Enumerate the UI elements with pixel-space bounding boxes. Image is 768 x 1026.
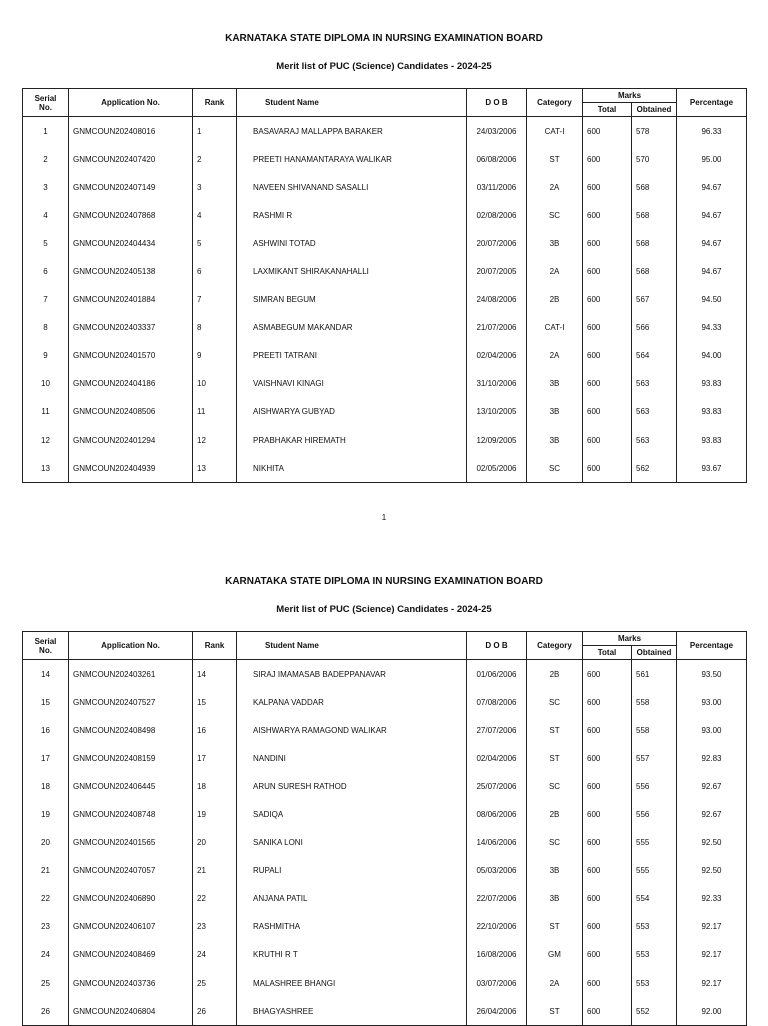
header-serial-no: Serial No. [23, 632, 69, 660]
cell-serial: 16 [23, 716, 69, 744]
cell-dob: 20/07/2005 [467, 257, 527, 285]
table-row [23, 314, 747, 342]
cell-application: GNMCOUN202406890 [69, 885, 193, 913]
cell-rank: 6 [193, 257, 237, 285]
table-row [23, 716, 747, 744]
table-row [23, 370, 747, 398]
cell-rank: 22 [193, 885, 237, 913]
cell-percentage: 92.17 [677, 969, 747, 997]
cell-rank: 16 [193, 716, 237, 744]
cell-percentage: 92.50 [677, 829, 747, 857]
cell-serial: 8 [23, 314, 69, 342]
cell-dob: 21/07/2006 [467, 314, 527, 342]
header-dob: D O B [467, 89, 527, 117]
cell-rank: 12 [193, 426, 237, 454]
cell-dob: 22/10/2006 [467, 913, 527, 941]
cell-serial: 18 [23, 772, 69, 800]
cell-application: GNMCOUN202407057 [69, 857, 193, 885]
cell-obtained: 563 [632, 398, 677, 426]
cell-name: BHAGYASHREE [237, 997, 467, 1026]
cell-name: MALASHREE BHANGI [237, 969, 467, 997]
cell-serial: 6 [23, 257, 69, 285]
cell-obtained: 555 [632, 829, 677, 857]
cell-percentage: 92.17 [677, 941, 747, 969]
cell-application: GNMCOUN202404434 [69, 229, 193, 257]
cell-serial: 19 [23, 800, 69, 828]
cell-category: 2B [527, 286, 583, 314]
cell-total: 600 [583, 660, 632, 689]
cell-obtained: 556 [632, 772, 677, 800]
cell-total: 600 [583, 969, 632, 997]
cell-obtained: 567 [632, 286, 677, 314]
cell-total: 600 [583, 941, 632, 969]
cell-serial: 3 [23, 173, 69, 201]
cell-percentage: 92.67 [677, 772, 747, 800]
cell-percentage: 92.50 [677, 857, 747, 885]
cell-name: ASHWINI TOTAD [237, 229, 467, 257]
cell-name: SADIQA [237, 800, 467, 828]
cell-percentage: 94.67 [677, 173, 747, 201]
cell-serial: 21 [23, 857, 69, 885]
cell-obtained: 555 [632, 857, 677, 885]
cell-obtained: 553 [632, 941, 677, 969]
table-header [23, 632, 747, 660]
cell-percentage: 92.17 [677, 913, 747, 941]
cell-application: GNMCOUN202408498 [69, 716, 193, 744]
cell-dob: 01/06/2006 [467, 660, 527, 689]
cell-rank: 20 [193, 829, 237, 857]
cell-application: GNMCOUN202407149 [69, 173, 193, 201]
cell-dob: 25/07/2006 [467, 772, 527, 800]
table-row [23, 772, 747, 800]
cell-rank: 5 [193, 229, 237, 257]
cell-dob: 24/08/2006 [467, 286, 527, 314]
cell-obtained: 564 [632, 342, 677, 370]
cell-category: ST [527, 744, 583, 772]
cell-total: 600 [583, 173, 632, 201]
table-row [23, 257, 747, 285]
table-row [23, 885, 747, 913]
cell-serial: 26 [23, 997, 69, 1026]
cell-name: ANJANA PATIL [237, 885, 467, 913]
cell-total: 600 [583, 398, 632, 426]
cell-rank: 8 [193, 314, 237, 342]
cell-application: GNMCOUN202407527 [69, 688, 193, 716]
cell-application: GNMCOUN202406804 [69, 997, 193, 1026]
cell-application: GNMCOUN202401570 [69, 342, 193, 370]
cell-category: 3B [527, 229, 583, 257]
cell-rank: 2 [193, 145, 237, 173]
cell-obtained: 563 [632, 370, 677, 398]
cell-obtained: 568 [632, 257, 677, 285]
table-row [23, 800, 747, 828]
cell-application: GNMCOUN202403261 [69, 660, 193, 689]
cell-percentage: 94.67 [677, 201, 747, 229]
table-row [23, 941, 747, 969]
cell-obtained: 563 [632, 426, 677, 454]
cell-category: SC [527, 829, 583, 857]
cell-application: GNMCOUN202408016 [69, 117, 193, 146]
cell-rank: 21 [193, 857, 237, 885]
cell-total: 600 [583, 342, 632, 370]
cell-rank: 13 [193, 454, 237, 483]
board-title: KARNATAKA STATE DIPLOMA IN NURSING EXAMINATION BOARD [225, 33, 543, 44]
cell-rank: 17 [193, 744, 237, 772]
cell-serial: 23 [23, 913, 69, 941]
table-header [23, 89, 747, 117]
cell-category: SC [527, 688, 583, 716]
cell-percentage: 94.00 [677, 342, 747, 370]
header-dob: D O B [467, 632, 527, 660]
cell-dob: 13/10/2005 [467, 398, 527, 426]
table-row [23, 829, 747, 857]
cell-category: 2A [527, 173, 583, 201]
cell-dob: 16/08/2006 [467, 941, 527, 969]
table-row [23, 857, 747, 885]
cell-serial: 15 [23, 688, 69, 716]
cell-dob: 22/07/2006 [467, 885, 527, 913]
cell-name: PREETI HANAMANTARAYA WALIKAR [237, 145, 467, 173]
header-marks-obtained: Obtained [632, 103, 677, 117]
cell-name: RASHMITHA [237, 913, 467, 941]
cell-serial: 22 [23, 885, 69, 913]
cell-dob: 14/06/2006 [467, 829, 527, 857]
cell-name: KRUTHI R T [237, 941, 467, 969]
cell-category: 2B [527, 800, 583, 828]
cell-dob: 02/04/2006 [467, 342, 527, 370]
cell-percentage: 94.50 [677, 286, 747, 314]
cell-dob: 05/03/2006 [467, 857, 527, 885]
cell-name: NIKHITA [237, 454, 467, 483]
cell-rank: 25 [193, 969, 237, 997]
cell-percentage: 92.83 [677, 744, 747, 772]
cell-rank: 18 [193, 772, 237, 800]
cell-dob: 03/11/2006 [467, 173, 527, 201]
cell-total: 600 [583, 800, 632, 828]
cell-percentage: 95.00 [677, 145, 747, 173]
cell-total: 600 [583, 229, 632, 257]
cell-category: SC [527, 201, 583, 229]
cell-percentage: 93.83 [677, 398, 747, 426]
cell-serial: 5 [23, 229, 69, 257]
cell-obtained: 557 [632, 744, 677, 772]
cell-total: 600 [583, 314, 632, 342]
table-row [23, 173, 747, 201]
cell-dob: 02/05/2006 [467, 454, 527, 483]
table-row [23, 660, 747, 689]
cell-total: 600 [583, 997, 632, 1026]
cell-percentage: 96.33 [677, 117, 747, 146]
cell-serial: 2 [23, 145, 69, 173]
merit-list-subtitle: Merit list of PUC (Science) Candidates - 2024-25 [276, 604, 492, 615]
cell-category: CAT-I [527, 117, 583, 146]
cell-application: GNMCOUN202408748 [69, 800, 193, 828]
cell-percentage: 92.33 [677, 885, 747, 913]
cell-percentage: 93.83 [677, 426, 747, 454]
cell-rank: 19 [193, 800, 237, 828]
cell-total: 600 [583, 688, 632, 716]
cell-serial: 25 [23, 969, 69, 997]
table-row [23, 744, 747, 772]
merit-table [22, 631, 747, 1026]
cell-dob: 20/07/2006 [467, 229, 527, 257]
cell-rank: 24 [193, 941, 237, 969]
cell-category: GM [527, 941, 583, 969]
cell-dob: 24/03/2006 [467, 117, 527, 146]
cell-obtained: 554 [632, 885, 677, 913]
cell-obtained: 578 [632, 117, 677, 146]
cell-name: SIMRAN BEGUM [237, 286, 467, 314]
header-serial-no: Serial No. [23, 89, 69, 117]
table-row [23, 229, 747, 257]
cell-name: NAVEEN SHIVANAND SASALLI [237, 173, 467, 201]
cell-dob: 02/08/2006 [467, 201, 527, 229]
cell-rank: 3 [193, 173, 237, 201]
cell-dob: 31/10/2006 [467, 370, 527, 398]
cell-name: SIRAJ IMAMASAB BADEPPANAVAR [237, 660, 467, 689]
cell-serial: 7 [23, 286, 69, 314]
cell-total: 600 [583, 426, 632, 454]
table-row [23, 117, 747, 146]
cell-application: GNMCOUN202403736 [69, 969, 193, 997]
cell-application: GNMCOUN202407420 [69, 145, 193, 173]
cell-application: GNMCOUN202401884 [69, 286, 193, 314]
cell-percentage: 93.50 [677, 660, 747, 689]
cell-rank: 10 [193, 370, 237, 398]
cell-category: 2B [527, 660, 583, 689]
cell-obtained: 558 [632, 716, 677, 744]
page-number: 1 [381, 513, 387, 522]
header-marks-obtained: Obtained [632, 646, 677, 660]
header-student-name: Student Name [237, 632, 467, 660]
table-row [23, 342, 747, 370]
cell-total: 600 [583, 370, 632, 398]
cell-application: GNMCOUN202401294 [69, 426, 193, 454]
cell-dob: 02/04/2006 [467, 744, 527, 772]
cell-dob: 26/04/2006 [467, 997, 527, 1026]
cell-serial: 11 [23, 398, 69, 426]
cell-name: SANIKA LONI [237, 829, 467, 857]
cell-percentage: 93.67 [677, 454, 747, 483]
cell-rank: 1 [193, 117, 237, 146]
header-marks: Marks [583, 89, 677, 103]
cell-dob: 03/07/2006 [467, 969, 527, 997]
table-row [23, 997, 747, 1026]
cell-total: 600 [583, 913, 632, 941]
cell-total: 600 [583, 117, 632, 146]
cell-obtained: 562 [632, 454, 677, 483]
header-rank: Rank [193, 632, 237, 660]
cell-application: GNMCOUN202403337 [69, 314, 193, 342]
cell-obtained: 556 [632, 800, 677, 828]
cell-obtained: 552 [632, 997, 677, 1026]
cell-category: 3B [527, 426, 583, 454]
cell-application: GNMCOUN202408506 [69, 398, 193, 426]
cell-total: 600 [583, 829, 632, 857]
cell-total: 600 [583, 885, 632, 913]
cell-dob: 08/06/2006 [467, 800, 527, 828]
cell-serial: 24 [23, 941, 69, 969]
cell-dob: 06/08/2006 [467, 145, 527, 173]
cell-application: GNMCOUN202401565 [69, 829, 193, 857]
cell-percentage: 93.83 [677, 370, 747, 398]
cell-serial: 10 [23, 370, 69, 398]
table-row [23, 913, 747, 941]
cell-obtained: 570 [632, 145, 677, 173]
cell-total: 600 [583, 201, 632, 229]
cell-serial: 9 [23, 342, 69, 370]
cell-name: PREETI TATRANI [237, 342, 467, 370]
cell-name: PRABHAKAR HIREMATH [237, 426, 467, 454]
cell-category: ST [527, 913, 583, 941]
header-percentage: Percentage [677, 632, 747, 660]
cell-name: BASAVARAJ MALLAPPA BARAKER [237, 117, 467, 146]
cell-rank: 15 [193, 688, 237, 716]
cell-name: AISHWARYA RAMAGOND WALIKAR [237, 716, 467, 744]
cell-percentage: 93.00 [677, 688, 747, 716]
cell-category: SC [527, 772, 583, 800]
cell-percentage: 94.33 [677, 314, 747, 342]
header-application-no: Application No. [69, 89, 193, 117]
cell-total: 600 [583, 716, 632, 744]
cell-category: 3B [527, 370, 583, 398]
cell-percentage: 93.00 [677, 716, 747, 744]
cell-category: ST [527, 716, 583, 744]
cell-name: VAISHNAVI KINAGI [237, 370, 467, 398]
header-category: Category [527, 89, 583, 117]
header-percentage: Percentage [677, 89, 747, 117]
cell-name: LAXMIKANT SHIRAKANAHALLI [237, 257, 467, 285]
cell-total: 600 [583, 286, 632, 314]
cell-application: GNMCOUN202408159 [69, 744, 193, 772]
cell-obtained: 553 [632, 913, 677, 941]
cell-obtained: 568 [632, 229, 677, 257]
header-student-name: Student Name [237, 89, 467, 117]
cell-percentage: 92.67 [677, 800, 747, 828]
cell-obtained: 558 [632, 688, 677, 716]
cell-percentage: 94.67 [677, 257, 747, 285]
cell-serial: 14 [23, 660, 69, 689]
cell-obtained: 553 [632, 969, 677, 997]
cell-application: GNMCOUN202404186 [69, 370, 193, 398]
cell-total: 600 [583, 454, 632, 483]
cell-application: GNMCOUN202405138 [69, 257, 193, 285]
cell-rank: 23 [193, 913, 237, 941]
cell-name: KALPANA VADDAR [237, 688, 467, 716]
cell-category: SC [527, 454, 583, 483]
merit-table [22, 88, 747, 483]
cell-rank: 11 [193, 398, 237, 426]
header-rank: Rank [193, 89, 237, 117]
cell-serial: 17 [23, 744, 69, 772]
cell-rank: 26 [193, 997, 237, 1026]
cell-serial: 20 [23, 829, 69, 857]
cell-category: 3B [527, 398, 583, 426]
header-category: Category [527, 632, 583, 660]
header-marks-total: Total [583, 646, 632, 660]
cell-name: RUPALI [237, 857, 467, 885]
cell-rank: 7 [193, 286, 237, 314]
cell-application: GNMCOUN202406445 [69, 772, 193, 800]
table-row [23, 688, 747, 716]
cell-name: ARUN SURESH RATHOD [237, 772, 467, 800]
cell-rank: 14 [193, 660, 237, 689]
table-row [23, 286, 747, 314]
cell-name: ASMABEGUM MAKANDAR [237, 314, 467, 342]
header-marks-total: Total [583, 103, 632, 117]
cell-category: 3B [527, 857, 583, 885]
cell-dob: 27/07/2006 [467, 716, 527, 744]
cell-total: 600 [583, 145, 632, 173]
cell-application: GNMCOUN202406107 [69, 913, 193, 941]
cell-total: 600 [583, 744, 632, 772]
cell-total: 600 [583, 857, 632, 885]
cell-category: 2A [527, 342, 583, 370]
table-row [23, 398, 747, 426]
cell-serial: 4 [23, 201, 69, 229]
table-row [23, 969, 747, 997]
cell-rank: 4 [193, 201, 237, 229]
cell-total: 600 [583, 257, 632, 285]
cell-category: 2A [527, 969, 583, 997]
header-application-no: Application No. [69, 632, 193, 660]
cell-serial: 12 [23, 426, 69, 454]
cell-category: ST [527, 145, 583, 173]
cell-application: GNMCOUN202408469 [69, 941, 193, 969]
table-row [23, 426, 747, 454]
cell-total: 600 [583, 772, 632, 800]
cell-category: 2A [527, 257, 583, 285]
cell-percentage: 94.67 [677, 229, 747, 257]
header-marks: Marks [583, 632, 677, 646]
cell-serial: 13 [23, 454, 69, 483]
board-title: KARNATAKA STATE DIPLOMA IN NURSING EXAMINATION BOARD [225, 576, 543, 587]
cell-rank: 9 [193, 342, 237, 370]
cell-obtained: 568 [632, 201, 677, 229]
cell-obtained: 566 [632, 314, 677, 342]
cell-obtained: 561 [632, 660, 677, 689]
table-row [23, 454, 747, 483]
cell-dob: 12/09/2005 [467, 426, 527, 454]
merit-list-subtitle: Merit list of PUC (Science) Candidates - 2024-25 [276, 61, 492, 72]
table-row [23, 145, 747, 173]
cell-application: GNMCOUN202407868 [69, 201, 193, 229]
cell-name: NANDINI [237, 744, 467, 772]
cell-obtained: 568 [632, 173, 677, 201]
cell-application: GNMCOUN202404939 [69, 454, 193, 483]
cell-serial: 1 [23, 117, 69, 146]
cell-category: 3B [527, 885, 583, 913]
cell-category: CAT-I [527, 314, 583, 342]
cell-name: AISHWARYA GUBYAD [237, 398, 467, 426]
cell-category: ST [527, 997, 583, 1026]
cell-percentage: 92.00 [677, 997, 747, 1026]
cell-dob: 07/08/2006 [467, 688, 527, 716]
cell-name: RASHMI R [237, 201, 467, 229]
table-row [23, 201, 747, 229]
